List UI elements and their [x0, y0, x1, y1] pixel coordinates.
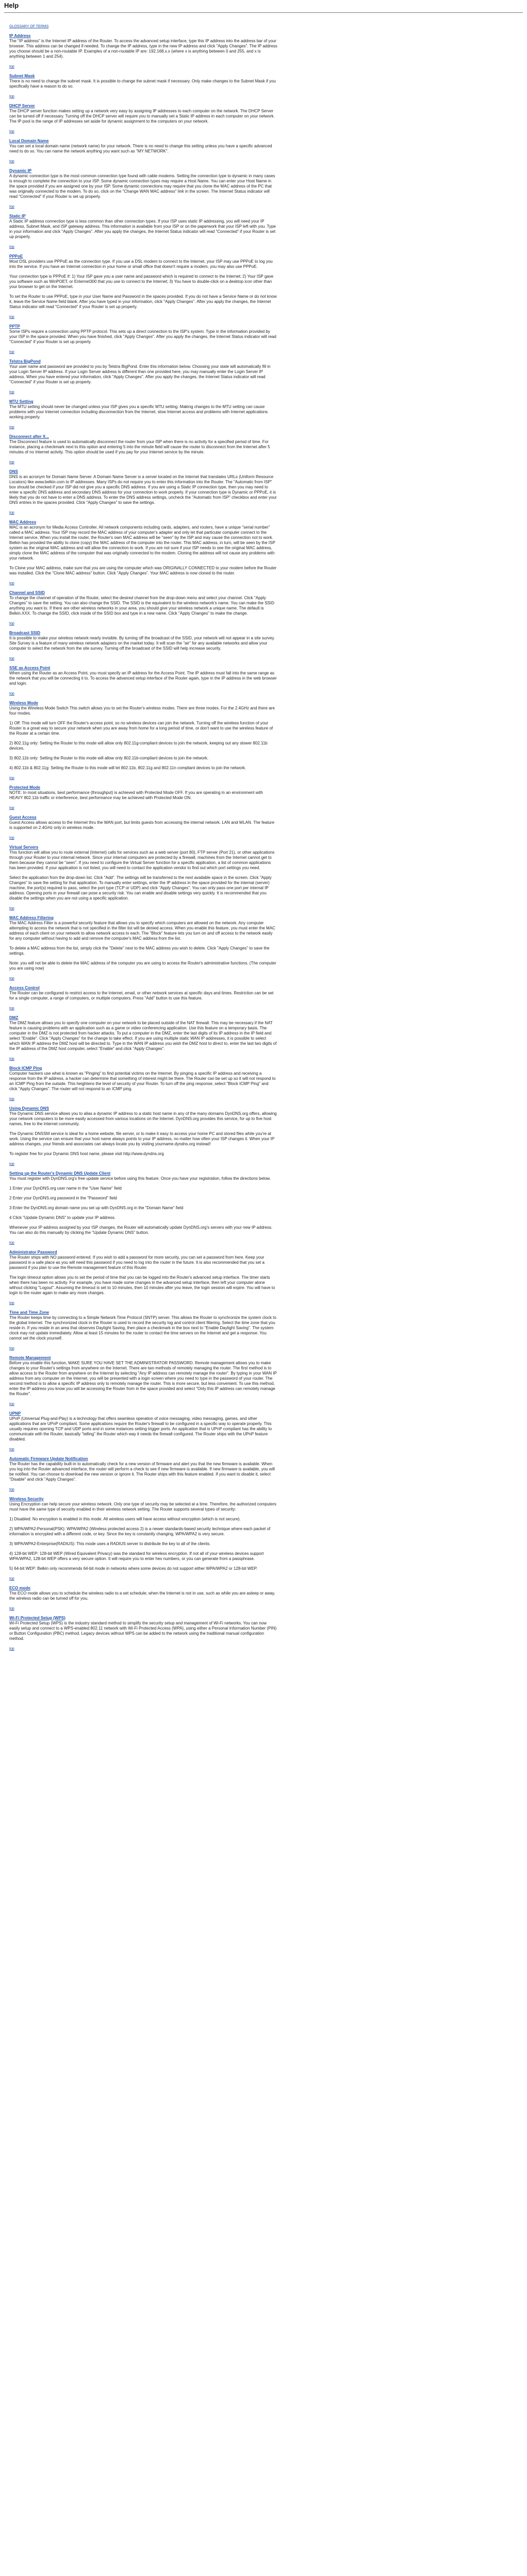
section-paragraph: 2 Enter your DynDNS.org password in the "Password" field [9, 1196, 117, 1200]
help-section [9, 845, 277, 911]
help-section [9, 1616, 277, 1652]
section-heading: Access Control [9, 986, 40, 990]
section-paragraph: 4) 128-bit WEP: 128-bit WEP (Wired Equivalent Privacy) was the standard for wireless encryption. If not all of your wireless devices support WPA/WPA2, 128-bit WEP offers a very secure option. It will require you to enter hex numbers, or you can generate from a passphrase. [9, 1551, 264, 1561]
help-section [9, 104, 277, 134]
back-to-top-link[interactable]: top [9, 1647, 14, 1651]
back-to-top-link[interactable]: top [9, 1057, 14, 1061]
section-paragraph: Using Encryption can help secure your wireless network. Only one type of security may be selected at a time. Therefore, the authorized computers must have the same type of security enabled in their wireless network setting. The Router supports several types of security: [9, 1502, 276, 1512]
back-to-top-link[interactable]: top [9, 350, 14, 354]
section-heading: Dynamic IP [9, 168, 32, 173]
back-to-top-link[interactable]: top [9, 776, 14, 780]
section-paragraph: To register free for your Dynamic DNS host name, please visit http://www.dyndns.org [9, 1151, 164, 1156]
section-heading: DNS [9, 469, 18, 474]
section-paragraph: When using the Router as an Access Point, you must specify an IP address for the Access Point. The IP address must fall into the same range as the network that you will be connecting it to. To access the advanced setup interface of the Router again, type in the IP address in the web browser and login. [9, 671, 277, 686]
section-heading: PPPoE [9, 254, 23, 259]
section-heading: DMZ [9, 1015, 19, 1020]
section-paragraph: Guest Access allows access to the Internet thru the WAN port, but limits guests from accessing the internal network. LAN and WLAN. The feature is supported on 2.4GHz only in wireless mode. [9, 820, 275, 830]
section-paragraph: Computer hackers use what is known as "Pinging" to find potential victims on the Internet. By pinging a specific IP address and receiving a response from the IP address, a hacker can determine that something of interest might be there. The Router can be set up so it will not respond to an ICMP Ping from the outside. This heightens the level of security of your Router. To turn off the ping response, select "Block ICMP Ping" and click "Apply Changes". The router will not respond to an ICMP ping. [9, 1071, 276, 1091]
back-to-top-link[interactable]: top [9, 836, 14, 840]
divider [4, 12, 523, 13]
section-paragraph: DNS is an acronym for Domain Name Server. A Domain Name Server is a server located on the Internet that translates URLs (Uniform Resource Locators) like www.belkin.com to IP addresses. Many ISPs do not require you to enter this information into the Router. The "Automatic from ISP" box should be checked if your ISP did not give you a specific DNS address. If you are using a Static IP connection type, then you may need to enter a specific DNS address and secondary DNS address for your connection to work properly. If your connection type is Dynamic or PPPoE, it is likely that you do not have to enter a DNS address. To enter the DNS address settings, uncheck the "Automatic from ISP" checkbox and enter your DNS entries in the spaces provided. Click "Apply Changes" to save the settings. [9, 474, 277, 505]
section-heading: Local Domain Name [9, 139, 49, 143]
section-paragraph: Note: you will not be able to delete the MAC address of the computer you are using to access the Router's administrative functions. (The computer you are using now) [9, 961, 276, 971]
section-paragraph: The Router can be configured to restrict access to the Internet, email, or other network services at specific days and times. Restriction can be set for a single computer, a range of computers, or multiple computers. Press "Add" button to use this feature. [9, 991, 274, 1001]
section-heading: Protected Mode [9, 785, 41, 790]
section-heading: Block ICMP Ping [9, 1066, 42, 1071]
section-heading: Wi-Fi Protected Setup (WPS) [9, 1616, 65, 1620]
section-paragraph: Before you enable this function, MAKE SURE YOU HAVE SET THE ADMINISTRATOR PASSWORD. Remote management allows you to make changes to your Router's settings from anywhere on the Internet. There are two methods of remotely managing the router. The first method is to allow access to the Router from anywhere on the Internet by selecting "Any IP address can remotely manage the router". By typing in your WAN IP address from any computer on the Internet, you will be presented with a login screen where you need to type in the password of your router. The second method is to allow a specific IP address only to remotely manage the router. This is more secure, but less convenient. To use this method, enter the IP address you know you will be accessing the Router from in the space provided and select "Only this IP address can remotely manage the Router". [9, 1361, 277, 1396]
back-to-top-link[interactable]: top [9, 1488, 14, 1492]
help-section [9, 1497, 277, 1582]
page-title: Help [4, 2, 19, 9]
section-heading: Virtual Servers [9, 845, 39, 850]
section-paragraph: The DHCP server function makes setting up a network very easy by assigning IP addresses to each computer on the network. The DHCP Server can be turned off if necessary. Turning off the DHCP server will require you to manually set a Static IP address in each computer on your network. The IP pool is the range of IP addresses set aside for dynamic assignment to the computers on your network. [9, 109, 275, 124]
section-paragraph: 2) WPA/WPA2-Personal(PSK): WPA/WPA2 (Wireless protected access 2) is a newer standards-based security technique where each packet of information is encrypted with a different code, or key. Since the key is constantly changing, WPA/WPA2 is very secure. [9, 1527, 271, 1536]
help-section [9, 520, 277, 586]
section-paragraph: The ECO mode allows you to schedule the wireless radio to a set schedule; when the Internet is not in use, such as while you are asleep or away, the wireless radio can be turned off for you. [9, 1591, 275, 1601]
help-section [9, 168, 277, 210]
back-to-top-link[interactable]: top [9, 907, 14, 910]
back-to-top-link[interactable]: top [9, 1097, 14, 1101]
section-paragraph: You must register with DynDNS.org's free update service before using this feature. Once you have your registration, follow the directions below. [9, 1176, 271, 1181]
back-to-top-link[interactable]: top [9, 806, 14, 810]
help-section [9, 1456, 277, 1493]
section-paragraph: 4 Click "Update Dynamic DNS" to update your IP address. [9, 1215, 116, 1220]
section-heading: IP Address [9, 33, 31, 38]
back-to-top-link[interactable]: top [9, 1162, 14, 1166]
section-heading: MAC Address [9, 520, 37, 524]
back-to-top-link[interactable]: top [9, 1402, 14, 1406]
help-section [9, 324, 277, 355]
back-to-top-link[interactable]: top [9, 1241, 14, 1245]
section-heading: Administrator Password [9, 1250, 57, 1255]
back-to-top-link[interactable]: top [9, 1301, 14, 1305]
section-paragraph: A Static IP address connection type is less common than other connection types. If your ISP uses static IP addressing, you will need your IP address, Subnet Mask, and ISP gateway address. This information is available from your ISP or on the paperwork that your ISP left with you. Type in your information and click "Apply Changes". After you apply the changes, the Internet Status indicator will read "Connected" if your Router is set up properly. [9, 219, 276, 239]
help-section [9, 469, 277, 516]
section-paragraph: 1) Disabled: No encryption is enabled in this mode. All wireless users will have access without encryption (which is not secure). [9, 1517, 241, 1521]
section-paragraph: 3) WPA/WPA2-Enterprise(RADIUS): This mode uses a RADIUS server to distribute the key to all of the clients. [9, 1541, 211, 1546]
help-section [9, 33, 277, 70]
section-heading: ECO mode [9, 1586, 30, 1590]
section-paragraph: There is no need to change the subnet mask. It is possible to change the subnet mask if necessary. Only make changes to the Subnet Mask if you specifically have a reason to do so. [9, 79, 276, 89]
help-section [9, 1066, 277, 1102]
section-heading: Static IP [9, 214, 26, 218]
help-section [9, 1015, 277, 1062]
help-section [9, 916, 277, 981]
section-paragraph: Some ISPs require a connection using PPTP protocol. This sets up a direct connection to the ISP's system. Type in the information provided by your ISP in the space provided. When you have finished, click "Apply Changes". After you apply the changes, the Internet Status indicator will read "Connected" if your Router is set up properly. [9, 329, 276, 344]
section-paragraph: The login timeout option allows you to set the period of time that you can be logged into the Router's advanced setup interface. The timer starts when there has been no activity. For example, you have made some changes in the advanced setup interface, then left your computer alone without clicking "Logout". Assuming the timeout is set to 10 minutes, then 10 minutes after you leave, the login session will expire. You will have to login to the router again to make any more changes. [9, 1275, 275, 1295]
section-paragraph: The Dynamic DNS service allows you to alias a dynamic IP address to a static host name in any of the many domains DynDNS.org offers, allowing your network computers to be more easily accessed from various locations on the Internet. DynDNS.org provides this service, for up to five host names, free to the Internet community. [9, 1111, 277, 1126]
section-paragraph: This function will allow you to route external (Internet) calls for services such as a web server (port 80), FTP server (Port 21), or other applications through your Router to your internal network. Since your internal computers are protected by a firewall, machines from the Internet cannot get to them because they cannot be "seen". If you need to configure the Virtual Server function for a specific application, a list of common applications has been provided. If your application is not listed, you will need to contact the application vendor to find out which port settings you need. [9, 850, 275, 870]
section-paragraph: The Router has the capability built-in to automatically check for a new version of firmware and alert you that the new firmware is available. When you log into the Router advanced interface, the router will perform a check to see if new firmware is available. If new firmware is available, you will be notified. You can choose to download the new version or ignore it. The Router ships with this feature enabled. If you want to disable it, select "Disable" and click "Apply Changes". [9, 1462, 275, 1482]
help-section [9, 359, 277, 395]
help-section [9, 815, 277, 841]
section-heading: Using Dynamic DNS [9, 1106, 49, 1111]
section-paragraph: 1) Off: This mode will turn OFF the Router's access point, so no wireless devices can join the network. Turning off the wireless function of your Router is a great way to secure your network when you are away from home for a long period of time, or don't want to use the wireless feature of the Router at a certain time. [9, 721, 273, 736]
section-paragraph: The DMZ feature allows you to specify one computer on your network to be placed outside of the NAT firewall. This may be necessary if the NAT feature is causing problems with an application such as a game or video conferencing application. Use this feature on a temporary basis. The computer in the DMZ is not protected from hacker attacks. To put a computer in the DMZ, enter the last digits of its IP address in the IP field and select "Enable". Click "Apply Changes" for the change to take effect. If you are using multiple static WAN IP addresses, it is possible to select which WAN IP address the DMZ host will be directed to. Type in the WAN IP address you wish the DMZ host to direct to, enter the last two digits of the IP address of the DMZ host computer, select "Enable" and click "Apply Changes". [9, 1021, 277, 1051]
section-paragraph: The Disconnect feature is used to automatically disconnect the router from your ISP when there is no activity for a specified period of time. For instance, placing a checkmark next to this option and entering 5 into the minute field will cause the router to disconnect from the Internet after 5 minutes of no Internet activity. This option should be used if you pay for your Internet service by the minute. [9, 439, 270, 454]
section-paragraph: It is possible to make your wireless network nearly invisible. By turning off the broadcast of the SSID, your network will not appear in a site survey. Site Survey is a feature of many wireless network adapters on the market today. It will scan the "air" for any available networks and allow your computer to select the network from the site survey. Turning off the broadcast of the SSID will help increase security. [9, 636, 275, 651]
section-paragraph: 4) 802.11b & 802.11g: Setting the Router to this mode will let 802.11b, 802.11g and 802.11n compliant devices to join the network. [9, 766, 246, 770]
section-paragraph: You can set a local domain name (network name) for your network. There is no need to change this setting unless you have a specific advanced need to do so. You can name the network anything you want such as "MY NETWORK". [9, 144, 272, 154]
section-paragraph: 5) 64-bit WEP: Belkin only recommends 64-bit mode in networks where some devices do not support either WPA/WPA2 or 128-bit WEP. [9, 1566, 258, 1571]
back-to-top-link[interactable]: top [9, 391, 14, 394]
section-paragraph: MAC is an acronym for Media Access Controller. All network components including cards, adapters, and routers, have a unique "serial number" called a MAC address. Your ISP may record the MAC address of your computer's adapter and only let that particular computer connect to the Internet service. When you install the router, the Router's own MAC address will be "seen" by the ISP and may cause the connection not to work. Belkin has provided the ability to clone (copy) the MAC address of the computer into the router. This MAC address, in turn, will be seen by the ISP system as the original MAC address and will allow the connection to work. If you are not sure if your ISP needs to see the original MAC address, simply clone the MAC address of the computer that was originally connected to the modem. Cloning the address will not cause any problems with your network. [9, 525, 275, 561]
section-paragraph: NOTE: In most situations, best performance (throughput) is achieved with Protected Mode OFF. If you are operating in an environment with HEAVY 802.11b traffic or interference, best performance may be achieved with Protected Mode ON. [9, 790, 263, 800]
section-paragraph: The Router keeps time by connecting to a Simple Network Time Protocol (SNTP) server. This allows the Router to synchronize the system clock to the global Internet. The synchronized clock in the Router is used to record the security log and control client filtering. Select the time zone that you reside in. If you reside in an area that observes Daylight Saving, then place a checkmark in the box next to "Enable Daylight Saving". The system clock may not update immediately. Allow at least 15 minutes for the router to contact the time servers on the Internet and get a response. You cannot set the clock yourself. [9, 1315, 276, 1341]
back-to-top-link[interactable]: top [9, 582, 14, 585]
section-paragraph: The MTU setting should never be changed unless your ISP gives you a specific MTU setting. Making changes to the MTU setting can cause problems with your Internet connection including disconnection from the Internet, slow Internet access and problems with Internet applications working properly. [9, 404, 268, 419]
section-paragraph: Wi-Fi Protected Setup (WPS) is the industry standard method to simplify the security setup and management of Wi-Fi networks. You can now easily setup and connect to a WPS-enabled 802.11 network with Wi-Fi Protected Access (WPA), using either a Personal Information Number (PIN) or Button Configuration (PBC) method. Legacy devices without WPS can be added to the network using the traditional manual configuration method. [9, 1621, 277, 1641]
help-section [9, 631, 277, 662]
help-section [9, 1310, 277, 1351]
section-paragraph: The MAC Address Filter is a powerful security feature that allows you to specify which computers are allowed on the network. Any computer attempting to access the network that is not specified in the filter list will be denied access. When you enable this feature, you must enter the MAC address of each client on your network to allow network access to each. The "Block" feature lets you turn on and off access to the network easily for any computer without having to add and remove the computer's MAC address from the list. [9, 921, 275, 941]
help-section [9, 434, 277, 465]
section-heading: Channel and SSID [9, 590, 45, 595]
section-heading: Setting up the Router's Dynamic DNS Update Client [9, 1171, 111, 1176]
section-heading: Telstra BigPond [9, 359, 41, 364]
help-section [9, 986, 277, 1011]
help-section [9, 74, 277, 99]
section-paragraph: UPnP (Universal Plug-and-Play) is a technology that offers seamless operation of voice messaging, video messaging, games, and other applications that are UPnP compliant. Some applications require the Router's firewall to be configured in a specific way to operate properly. This usually requires opening TCP and UDP ports and in some instances setting trigger ports. An application that is UPnP compliant has the ability to communicate with the Router, basically "telling" the Router which way it needs the firewall configured. The Router ships with the UPnP feature disabled. [9, 1416, 272, 1442]
help-section [9, 1586, 277, 1612]
help-content [9, 20, 277, 1652]
section-heading: PPTP [9, 324, 20, 329]
back-to-top-link[interactable]: top [9, 205, 14, 209]
back-to-top-link[interactable]: top [9, 245, 14, 249]
section-heading: Wireless Mode [9, 701, 38, 705]
help-section [9, 1355, 277, 1407]
back-to-top-link[interactable]: top [9, 977, 14, 980]
back-to-top-link[interactable]: top [9, 130, 14, 133]
section-paragraph: To set the Router to use PPPoE, type in your User Name and Password in the spaces provided. If you do not have a Service Name or do not know it, leave the Service Name field blank. After you have typed in your information, click "Apply Changes". After you apply the changes, the Internet Status indicator will read "Connected" if your Router is set up properly. [9, 294, 277, 309]
section-heading: Disconnect after X... [9, 434, 49, 439]
section-paragraph: The Dynamic DNSSM service is ideal for a home website, file server, or to make it easy to access your home PC and stored files while you're at work. Using the service can ensure that your host name always points to your IP address, no matter how often your ISP changes it. When your IP address changes, your friends and associates can always locate you by visiting yourname.dyndns.org instead! [9, 1131, 275, 1146]
section-paragraph: Whenever your IP address assigned by your ISP changes, the Router will automatically update DynDNS.org's servers with your new IP address. You can also do this manually by clicking the "Update Dynamic DNS" button. [9, 1225, 273, 1235]
help-section [9, 214, 277, 250]
section-heading: MAC Address Filtering [9, 916, 54, 920]
help-section [9, 1106, 277, 1167]
section-paragraph: The "IP address" is the Internet IP address of the Router. To access the advanced setup interface, type this IP address into the address bar of your browser. This address can be changed if needed. To change the IP address, type in the new IP address and click "Apply Changes". The IP address you choose should be a non-routable IP. Examples of a non-routable IP are: 192.168.x.x (where x is anything between 0 and 255, and x is anything between 1 and 254). [9, 39, 277, 59]
back-to-top-link[interactable]: top [9, 461, 14, 464]
glossary-link[interactable]: GLOSSARY OF TERMS [9, 25, 49, 28]
section-paragraph: 3) 802.11b only: Setting the Router to this mode will allow only 802.11b-compliant devices to join the network. [9, 756, 209, 760]
help-section [9, 1250, 277, 1306]
section-paragraph: To Clone your MAC address, make sure that you are using the computer which was ORIGINALLY CONNECTED to your modem before the Router was installed. Click the "Clone MAC address" button. Click "Apply Changes". Your MAC address is now cloned to the router. [9, 566, 277, 575]
help-section [9, 666, 277, 697]
back-to-top-link[interactable]: top [9, 1607, 14, 1611]
section-heading: Wireless Security [9, 1497, 44, 1501]
back-to-top-link[interactable]: top [9, 160, 14, 163]
section-paragraph: 2) 802.11g only: Setting the Router to this mode will allow only 802.11g-compliant devices to join the network, keeping out any slower 802.11b devices. [9, 741, 268, 751]
back-to-top-link[interactable]: top [9, 1347, 14, 1350]
section-heading: SSE as Access Point [9, 666, 51, 670]
section-heading: Guest Access [9, 815, 37, 820]
section-paragraph: Most DSL providers use PPPoE as the connection type. If you use a DSL modem to connect to the Internet, your ISP may use PPPoE to log you into the service. If you have an Internet connection in your home or small office that doesn't require a modem, you may also use PPPoE. [9, 259, 273, 269]
section-paragraph: Your user name and password are provided to you by Telstra BigPond. Enter this information below. Choosing your state will automatically fill in your Login Server IP address. If your Login Server address is different than one provided here, you may manually enter the Login Server IP address. When you have entered your information, click "Apply Changes". After you apply the changes, the Internet Status indicator will read "Connected" if your Router is set up properly. [9, 364, 271, 384]
back-to-top-link[interactable]: top [9, 622, 14, 625]
back-to-top-link[interactable]: top [9, 1007, 14, 1010]
back-to-top-link[interactable]: top [9, 511, 14, 515]
back-to-top-link[interactable]: top [9, 657, 14, 660]
help-section [9, 701, 277, 781]
back-to-top-link[interactable]: top [9, 65, 14, 69]
back-to-top-link[interactable]: top [9, 1577, 14, 1581]
section-paragraph: Select the application from the drop-down list. Click "Add". The settings will be transferred to the next available space in the screen. Click "Apply Changes" to save the setting for that application. To manually enter settings, enter the IP address in the space provided for the internal (server) machine, the port(s) required to pass, select the port type (TCP or UDP) and click "Apply Changes". You can only pass one port per internal IP address. Opening ports in your firewall can pose a security risk. You can enable and disable settings very quickly. It is recommended that you disable the settings when you are not using a specific application. [9, 875, 272, 901]
section-paragraph: To change the channel of operation of the Router, select the desired channel from the drop-down menu and select your channel. Click "Apply Changes" to save the setting. You can also change the SSID. The SSID is the equivalent to the wireless network's name. You can make the SSID anything you want to. If there are other wireless networks in your area, you should give your wireless network a unique name. The default is Belkin.XXX. To change the SSID, click inside of the SSID box and type in a new name. Click "Apply Changes" to make the change. [9, 596, 274, 616]
back-to-top-link[interactable]: top [9, 426, 14, 429]
help-section [9, 254, 277, 320]
section-heading: MTU Setting [9, 399, 34, 404]
help-section [9, 1171, 277, 1246]
section-heading: Time and Time Zone [9, 1310, 50, 1315]
section-paragraph: 1 Enter your DynDNS.org user name in the "User Name" field [9, 1186, 122, 1191]
section-heading: UPNP [9, 1411, 21, 1416]
back-to-top-link[interactable]: top [9, 315, 14, 319]
section-heading: Broadcast SSID [9, 631, 41, 635]
section-paragraph: Your connection type is PPPoE if: 1) Your ISP gave you a user name and password which is required to connect to the Internet; 2) Your ISP gave you software such as WinPOET, or Enternet300 that you use to connect to the Internet; 3) You have to double-click on a desktop icon other than your browser to get on the Internet. [9, 274, 274, 289]
back-to-top-link[interactable]: top [9, 95, 14, 98]
section-paragraph: 3 Enter the DynDNS.org domain name you set up with DynDNS.org in the "Domain Name" field [9, 1206, 184, 1210]
help-section [9, 590, 277, 626]
section-heading: Remote Management [9, 1355, 51, 1360]
back-to-top-link[interactable]: top [9, 1448, 14, 1451]
help-section [9, 399, 277, 430]
section-paragraph: A dynamic connection type is the most common connection type found with cable modems. Setting the connection type to dynamic in many cases is enough to complete the connection to your ISP. Some dynamic connection types may require a Host Name. You can enter your Host Name in the space provided if you are assigned one by your ISP. Some dynamic connections may require that you clone the MAC address of the PC that was originally connected to the modem. To do so, click on the "Change WAN MAC address" link in the screen. The Internet Status indicator will read "Connected" if your Router is set up properly. [9, 174, 275, 199]
back-to-top-link[interactable]: top [9, 692, 14, 696]
section-paragraph: To delete a MAC address from the list, simply click the "Delete" next to the MAC address you wish to delete. Click "Apply Changes" to save the settings. [9, 946, 270, 956]
help-section [9, 785, 277, 811]
section-heading: DHCP Server [9, 104, 35, 108]
help-section [9, 1411, 277, 1452]
section-paragraph: The Router ships with NO password entered. If you wish to add a password for more security, you can set a password from here. Keep your password in a safe place as you will need this password if you need to log into the router in the future. It is also recommended that you set a password if you plan to use the Remote management feature of this Router. [9, 1255, 265, 1270]
help-section [9, 139, 277, 164]
section-paragraph: Using the Wireless Mode Switch This switch allows you to set the Router's wireless modes. There are three modes. For the 2.4GHz and there are four modes. [9, 706, 275, 716]
section-heading: Automatic Firmware Update Notification [9, 1456, 88, 1461]
section-heading: Subnet Mask [9, 74, 35, 78]
